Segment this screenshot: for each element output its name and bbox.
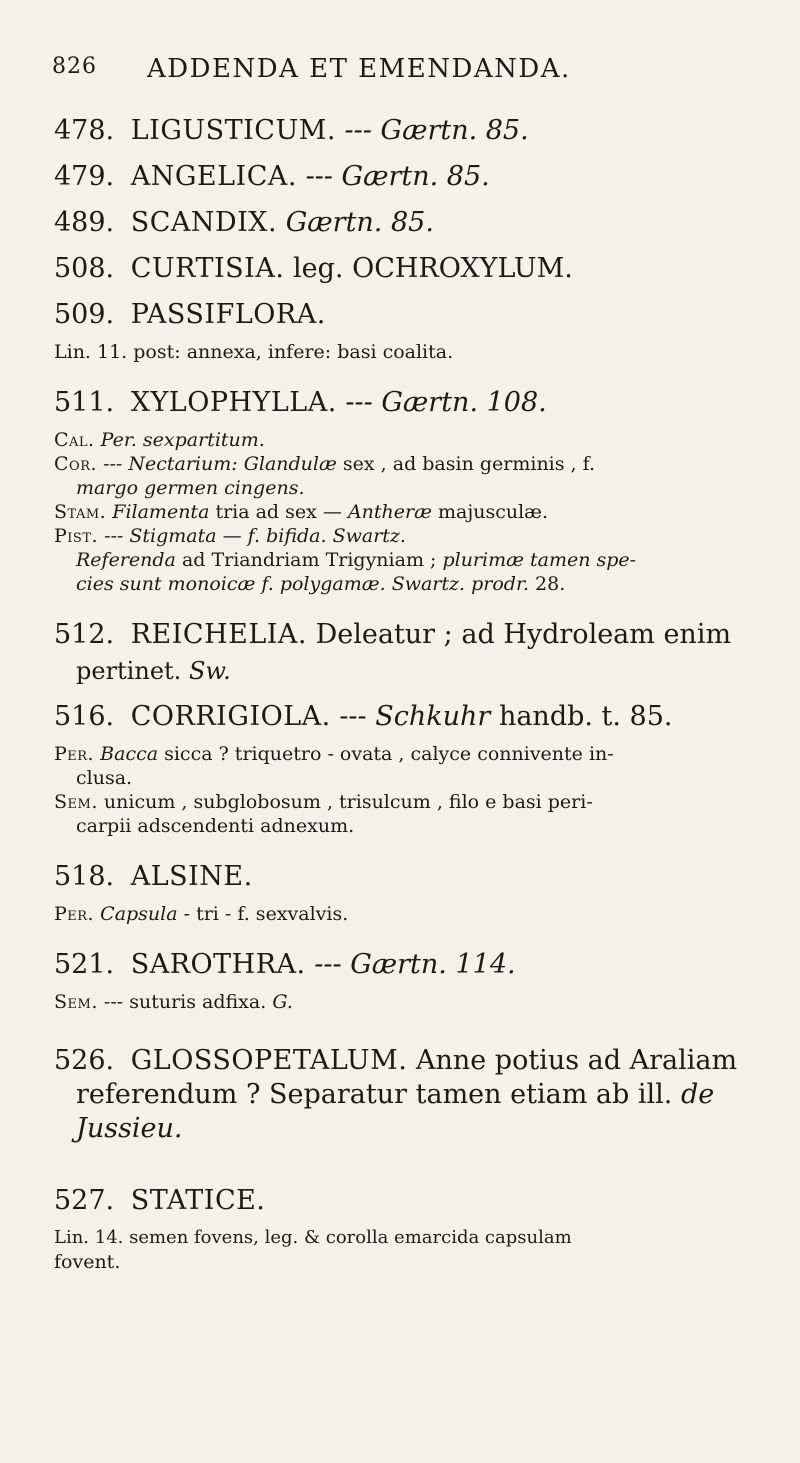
page-number: 826 xyxy=(52,54,97,79)
calyx-line: Cal. Per. sexpartitum. xyxy=(54,429,265,451)
lin-line-cont: fovent. xyxy=(54,1251,121,1273)
entry-number: 516. xyxy=(54,701,115,732)
entry-number: 509. xyxy=(54,299,115,330)
entry-number: 521. xyxy=(54,949,115,980)
seed-line: Sem. --- suturis adfixa. G. xyxy=(54,991,293,1013)
entry-526: 526. GLOSSOPETALUM. Anne potius ad Araliam referendum ? Separatur tamen etiam ab ill. de Jussieu. xyxy=(54,1045,738,1144)
entry-number: 526. xyxy=(54,1045,115,1076)
entry-name: CURTISIA. xyxy=(130,253,285,284)
entry-name: SAROTHRA. xyxy=(130,949,306,980)
running-head xyxy=(52,54,760,102)
entry-509 xyxy=(54,298,760,364)
entry-reference: Gærtn. 85. xyxy=(285,207,434,238)
entry-521 xyxy=(54,948,760,1014)
entry-name: PASSIFLORA. xyxy=(130,299,326,330)
pistil-line: Pist. --- Stigmata — f. bifida. Swartz. xyxy=(54,525,406,547)
pericarp-line: Per. Bacca sicca ? triquetro - ovata , calyce connivente in- xyxy=(54,743,614,765)
entry-508 xyxy=(54,252,760,286)
entry-name: REICHELIA. xyxy=(130,619,308,650)
entry-518 xyxy=(54,860,760,926)
lin-line: Lin. 14. semen fovens, leg. & corolla emarcida capsulam xyxy=(54,1227,572,1248)
seed-line-cont: carpii adscendenti adnexum. xyxy=(76,815,355,837)
entry-reference: --- Gærtn. 85. xyxy=(305,161,490,192)
entry-511 xyxy=(54,386,760,596)
entry-number: 518. xyxy=(54,861,115,892)
entry-number: 489. xyxy=(54,207,115,238)
entry-516: 516. CORRIGIOLA. --- Schkuhr handb. t. 85. Per. Bacca sicca ? triquetro - ovata , calyce connivente in- clusa. Sem. unicum , subglobosum , trisulcum , filo e basi peri- carpii adscendenti adnexum. xyxy=(54,700,760,838)
entry-name: ALSINE. xyxy=(130,861,253,892)
entry-527 xyxy=(54,1184,760,1274)
entry-479 xyxy=(54,160,760,194)
entry-number: 479. xyxy=(54,161,115,192)
stamen-line: Stam. Filamenta tria ad sex — Antheræ majusculæ. xyxy=(54,501,549,523)
entry-number: 512. xyxy=(54,619,115,650)
entry-number: 508. xyxy=(54,253,115,284)
corolla-line-cont: margo germen cingens. xyxy=(76,477,305,499)
entry-reference: --- Gærtn. 114. xyxy=(314,949,516,980)
entry-name: CORRIGIOLA. xyxy=(130,701,331,732)
pericarp-line-cont: clusa. xyxy=(76,767,133,789)
entry-name: GLOSSOPETALUM. xyxy=(130,1045,408,1076)
entry-512: 512. REICHELIA. Deleatur ; ad Hydroleam enim pertinet. Sw. xyxy=(54,619,732,685)
entry-number: 511. xyxy=(54,387,115,418)
pericarp-line: Per. Capsula - tri - f. sexvalvis. xyxy=(54,903,349,925)
entry-name: XYLOPHYLLA. xyxy=(130,387,337,418)
entry-reference: --- Gærtn. 85. xyxy=(344,115,529,146)
entry-name: STATICE. xyxy=(130,1185,266,1216)
entry-number: 527. xyxy=(54,1185,115,1216)
entry-reference: Deleatur ; ad Hydroleam enim xyxy=(315,619,732,650)
referenda-line: Referenda ad Triandriam Trigyniam ; plurimæ tamen spe- xyxy=(76,549,637,571)
referenda-line-cont: cies sunt monoicæ f. polygamæ. Swartz. prodr. 28. xyxy=(76,573,566,595)
entry-reference: --- Gærtn. 108. xyxy=(345,387,547,418)
corolla-line: Cor. --- Nectarium: Glandulæ sex , ad basin germinis , f. xyxy=(54,453,596,475)
entry-name: ANGELICA. xyxy=(130,161,297,192)
seed-line: Sem. unicum , subglobosum , trisulcum , filo e basi peri- xyxy=(54,791,593,813)
entry-name: LIGUSTICUM. xyxy=(130,115,336,146)
entry-number: 478. xyxy=(54,115,115,146)
running-title: ADDENDA ET EMENDANDA. xyxy=(147,54,571,84)
entry-489 xyxy=(54,206,760,240)
entry-478 xyxy=(54,114,760,148)
entry-line: Lin. 11. post: annexa, infere: basi coalita. xyxy=(54,341,454,363)
entry-name: SCANDIX. xyxy=(130,207,278,238)
entry-reference: leg. OCHROXYLUM. xyxy=(293,253,573,284)
